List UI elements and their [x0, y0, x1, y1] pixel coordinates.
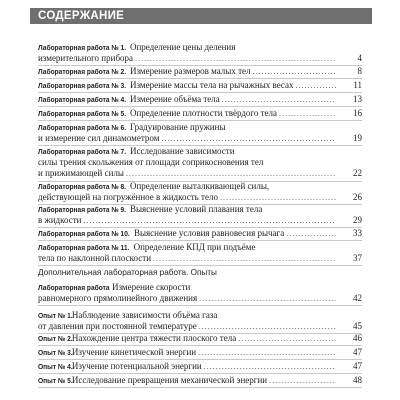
toc-entry-title: Нахождение центра тяжести плоского тела: [71, 333, 237, 343]
toc-entry-title: Измерение размеров малых тел: [129, 66, 251, 76]
toc-entry[interactable]: [38, 347, 362, 358]
toc-entry-line: [38, 192, 338, 203]
toc-page-number: 4: [357, 53, 362, 64]
toc-entry-label: Лабораторная работа № 9.: [38, 205, 127, 214]
toc-page-number: 29: [353, 215, 362, 226]
toc-entry-label: Лабораторная работа № 10.: [38, 229, 130, 238]
toc-entry-title: Выяснение условия равновесия рычага: [133, 228, 285, 238]
dot-leader: [199, 321, 336, 332]
toc-entry-title: Градуирование пружины: [129, 122, 226, 132]
toc-entry-title: Изучение кинетической энергии: [71, 347, 197, 357]
toc-entry-line: [38, 94, 338, 105]
toc-entry-line: [38, 310, 338, 321]
dot-leader: [135, 53, 336, 64]
toc-entry-line: [38, 253, 338, 264]
toc-entry-line: [38, 361, 338, 372]
dot-leader: [161, 133, 336, 144]
toc-entry-label: Лабораторная работа № 8.: [38, 182, 127, 191]
contents-header-bar: [30, 8, 372, 24]
dot-leader: [220, 192, 336, 203]
dot-leader: [269, 375, 336, 386]
toc-entry-line: [38, 347, 338, 358]
toc-entry-title: Исследование превращения механической энергии: [71, 375, 268, 385]
toc-entry-line: [38, 108, 338, 119]
toc-entry-line: [38, 80, 338, 91]
toc-entry-title: Изучение потенциальной энергии: [71, 361, 202, 371]
toc-entry[interactable]: [38, 242, 362, 264]
toc-entry-label: Лабораторная работа № 7.: [38, 147, 127, 156]
toc-entry-title: Наблюдение зависимости объёма газа: [71, 310, 218, 320]
toc-entry-label: Лабораторная работа № 3.: [38, 81, 127, 90]
toc-entry-label: Опыт № 3.: [38, 348, 73, 357]
toc-entry[interactable]: [38, 146, 362, 180]
toc-entry-line: [38, 157, 338, 168]
dot-leader: [204, 361, 336, 372]
toc-entry-title: Выяснение условий плавания тела: [129, 204, 263, 214]
toc-entry-title: Определение выталкивающей силы,: [129, 181, 270, 191]
toc-entry[interactable]: [38, 42, 362, 64]
dot-leader: [238, 333, 336, 344]
toc-entry-title: действующей на погружённое в жидкость тело: [38, 192, 218, 203]
toc-entry[interactable]: [38, 94, 362, 105]
toc-page-number: 19: [353, 133, 362, 144]
toc-entry-line: [38, 228, 338, 239]
toc-entry-line: [38, 66, 338, 77]
toc-entry-title: измерительного прибора: [38, 53, 134, 64]
toc-page-number: 13: [353, 94, 362, 104]
toc-entry-title: от давления при постоянной температуре: [38, 321, 197, 332]
toc-page-number: 48: [353, 375, 362, 385]
toc-page-number: 11: [353, 80, 362, 90]
toc-entry-title: тела по наклонной плоскости: [38, 253, 152, 264]
toc-entry-label: Опыт № 5.: [38, 376, 73, 385]
toc-page-number: 16: [353, 108, 362, 118]
dot-leader: [296, 80, 336, 91]
toc-page-number: 37: [353, 253, 362, 264]
toc-page-number: 33: [353, 228, 362, 238]
toc-entry[interactable]: [38, 375, 362, 386]
toc-entry-line: [38, 215, 338, 226]
toc-entry-label: Лабораторная работа № 4.: [38, 95, 127, 104]
toc-entry[interactable]: [38, 80, 362, 91]
toc-entry-line: [38, 168, 338, 179]
toc-entry-line: [38, 204, 338, 215]
toc-entry-title: силы трения скольжения от площади соприкосновения тел: [38, 157, 264, 168]
toc-entry-line: [38, 146, 338, 157]
toc-page-number: 22: [353, 168, 362, 179]
toc-page-number: 42: [353, 293, 362, 304]
toc-entry-title: и прижимающей силы: [38, 168, 124, 179]
toc-entry-title: равномерного прямолинейного движения: [38, 293, 198, 304]
toc-entry-title: Определение плотности твёрдого тела: [129, 108, 278, 118]
toc-entry-line: [38, 242, 338, 253]
toc-entry[interactable]: [38, 108, 362, 119]
toc-entry-title: Исследование зависимости: [129, 146, 235, 156]
toc-entry-line: [38, 42, 338, 53]
toc-entry-label: Опыт № 1.: [38, 311, 73, 320]
dot-leader: [153, 253, 336, 264]
toc-entry-title: и измерение сил динамометром: [38, 133, 160, 144]
dot-leader: [253, 66, 337, 77]
toc-page-number: 45: [353, 321, 362, 332]
toc-entry-line: [38, 321, 338, 332]
toc-entry[interactable]: [38, 122, 362, 144]
toc-entry-line: [38, 333, 338, 344]
dot-leader: [286, 228, 336, 239]
entry-separator: [38, 265, 362, 266]
dot-leader: [126, 168, 336, 179]
dot-leader: [279, 108, 336, 119]
toc-entry-label: Лабораторная работа: [38, 283, 110, 292]
toc-entry-label: Лабораторная работа № 11.: [38, 243, 130, 252]
dot-leader: [199, 293, 336, 304]
toc-page-number: 26: [353, 192, 362, 203]
toc-entry-line: [38, 53, 338, 64]
dot-leader: [198, 347, 336, 358]
toc-entry-line: [38, 181, 338, 192]
toc-entry-label: Лабораторная работа № 1.: [38, 43, 127, 52]
toc-entry-label: Лабораторная работа № 2.: [38, 67, 127, 76]
toc-entry-title: Измерение массы тела на рычажных весах: [129, 80, 294, 90]
toc-entry[interactable]: [38, 204, 362, 226]
toc-entry-line: [38, 122, 338, 133]
toc-entry-title: Определение КПД при подъёме: [133, 242, 256, 252]
toc-page-number: 47: [353, 361, 362, 371]
toc-entry[interactable]: [38, 310, 362, 332]
toc-entry-label: Опыт № 2.: [38, 334, 73, 343]
toc-entry-title: Определение цены деления: [129, 42, 236, 52]
toc-entry-title: Измерение скорости: [111, 282, 191, 292]
toc-page-number: 46: [353, 333, 362, 343]
toc-page-number: 47: [353, 347, 362, 357]
toc-entry[interactable]: [38, 361, 362, 372]
toc-entry-label: Лабораторная работа № 6.: [38, 123, 127, 132]
toc-entry-label: Опыт № 4.: [38, 362, 73, 371]
toc-entry-line: [38, 282, 338, 293]
toc-entry-title: в жидкости: [38, 215, 82, 226]
entry-separator: [38, 387, 362, 388]
toc-entry[interactable]: [38, 333, 362, 344]
extra-section-title: Дополнительная лабораторная работа. Опыты: [38, 268, 217, 277]
toc-entry-line: [38, 133, 338, 144]
toc-entry-label: Лабораторная работа № 5.: [38, 109, 127, 118]
toc-entry[interactable]: [38, 181, 362, 203]
dot-leader: [84, 215, 337, 226]
contents-title: СОДЕРЖАНИЕ: [38, 10, 125, 22]
toc-entry-line: [38, 375, 338, 386]
toc-entry-title: Измерение объёма тела: [129, 94, 220, 104]
toc-entry[interactable]: [38, 228, 362, 239]
toc-page-number: 8: [357, 66, 362, 76]
entry-separator: [38, 305, 362, 306]
toc-entry[interactable]: [38, 282, 362, 304]
toc-entry[interactable]: [38, 66, 362, 77]
toc-entry-line: [38, 293, 338, 304]
dot-leader: [222, 94, 336, 105]
